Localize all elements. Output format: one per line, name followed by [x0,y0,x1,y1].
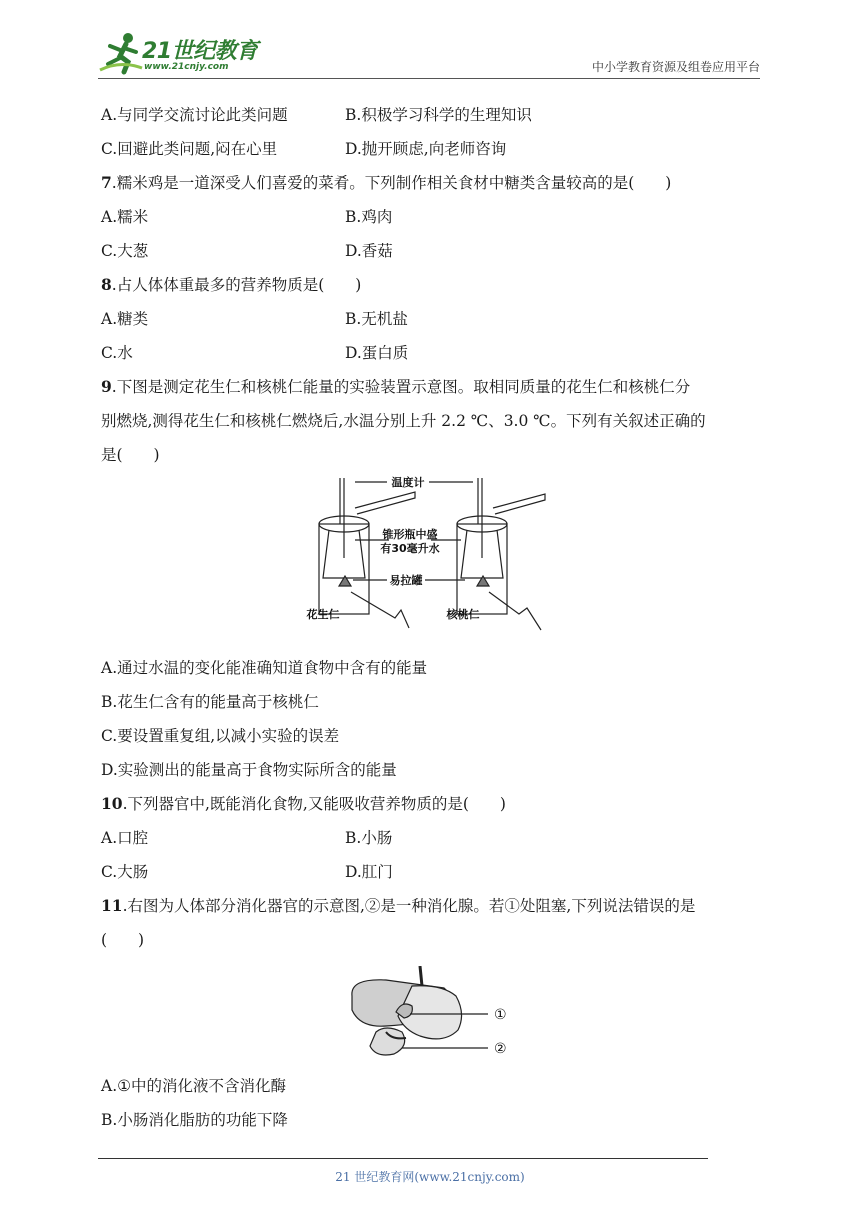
q10-option-d: D.肛门 [345,863,393,881]
q7-option-a: A.糯米 [101,208,149,226]
q11-text-line1: .右图为人体部分消化器官的示意图,②是一种消化腺。若①处阻塞,下列说法错误的是 [122,897,696,915]
q9-stem-line2: 别燃烧,测得花生仁和核桃仁燃烧后,水温分别上升 2.2 ℃、3.0 ℃。下列有关叙述正确的 [101,412,706,430]
q11-option-a: A.①中的消化液不含消化酶 [101,1077,287,1095]
footer-text: 21 世纪教育网(www.21cnjy.com) [335,1170,525,1184]
header-divider [98,78,760,79]
q7-stem [101,173,671,193]
q6-option-d: D.抛开顾虑,向老师咨询 [345,140,507,158]
label-1: ① [494,1007,507,1023]
digestive-organs-figure [346,966,518,1062]
label-thermometer: 温度计 [391,476,425,489]
q9-option-d: D.实验测出的能量高于食物实际所含的能量 [101,761,397,779]
q11-number: 11 [101,896,123,915]
q9-stem-line3: 是( ) [101,446,160,464]
label-can: 易拉罐 [389,574,423,587]
q9-text-line1: .下图是测定花生仁和核桃仁能量的实验装置示意图。取相同质量的花生仁和核桃仁分 [111,378,691,396]
label-peanut: 花生仁 [306,608,340,621]
label-flask-line1: 锥形瓶中盛 [382,528,438,541]
q8-option-a: A.糖类 [101,310,149,328]
left-clamp [355,492,415,514]
q9-option-b: B.花生仁含有的能量高于核桃仁 [101,693,319,711]
q10-option-c: C.大肠 [101,863,149,881]
q10-text: .下列器官中,既能消化食物,又能吸收营养物质的是( ) [122,795,506,813]
page-header [98,30,760,78]
site-logo [98,30,268,78]
q11-option-b: B.小肠消化脂肪的功能下降 [101,1111,288,1129]
q6-option-c: C.回避此类问题,闷在心里 [101,140,278,158]
q11-stem-line1 [101,896,695,916]
pancreas [370,1028,405,1055]
q8-text: .占人体体重最多的营养物质是( ) [111,276,362,294]
q6-option-a: A.与同学交流讨论此类问题 [101,106,288,124]
label-flask-line2: 有30毫升水 [380,542,440,555]
q7-text: .糯米鸡是一道深受人们喜爱的菜肴。下列制作相关食材中糖类含量较高的是( ) [111,174,672,192]
q10-option-b: B.小肠 [345,829,393,847]
logo-url: www.21cnjy.com [144,62,229,72]
q8-option-d: D.蛋白质 [345,344,409,362]
footer-divider [98,1158,708,1159]
q8-number: 8 [101,275,112,294]
logo-text: 21世纪教育 [142,39,258,64]
q8-option-c: C.水 [101,344,133,362]
q8-stem [101,275,361,295]
q7-option-c: C.大葱 [101,242,149,260]
q9-number: 9 [101,377,112,396]
q6-option-b: B.积极学习科学的生理知识 [345,106,532,124]
q9-stem-line1 [101,377,690,397]
q9-option-c: C.要设置重复组,以减小实验的误差 [101,727,340,745]
header-platform-text: 中小学教育资源及组卷应用平台 [591,60,760,74]
left-hand [351,592,409,628]
q10-stem [101,794,506,814]
q8-option-b: B.无机盐 [345,310,408,328]
label-walnut: 核桃仁 [446,608,480,621]
q10-number: 10 [101,794,123,813]
q7-option-d: D.香菇 [345,242,393,260]
right-clamp [493,494,545,514]
calorimeter-figure [305,468,553,636]
q11-stem-line2: ( ) [101,931,145,949]
label-2: ② [494,1041,507,1057]
q7-option-b: B.鸡肉 [345,208,393,226]
esophagus [420,966,422,986]
runner-logo-icon [98,30,144,76]
q7-number: 7 [101,173,112,192]
right-hand [489,592,541,630]
q9-option-a: A.通过水温的变化能准确知道食物中含有的能量 [101,659,428,677]
q10-option-a: A.口腔 [101,829,149,847]
